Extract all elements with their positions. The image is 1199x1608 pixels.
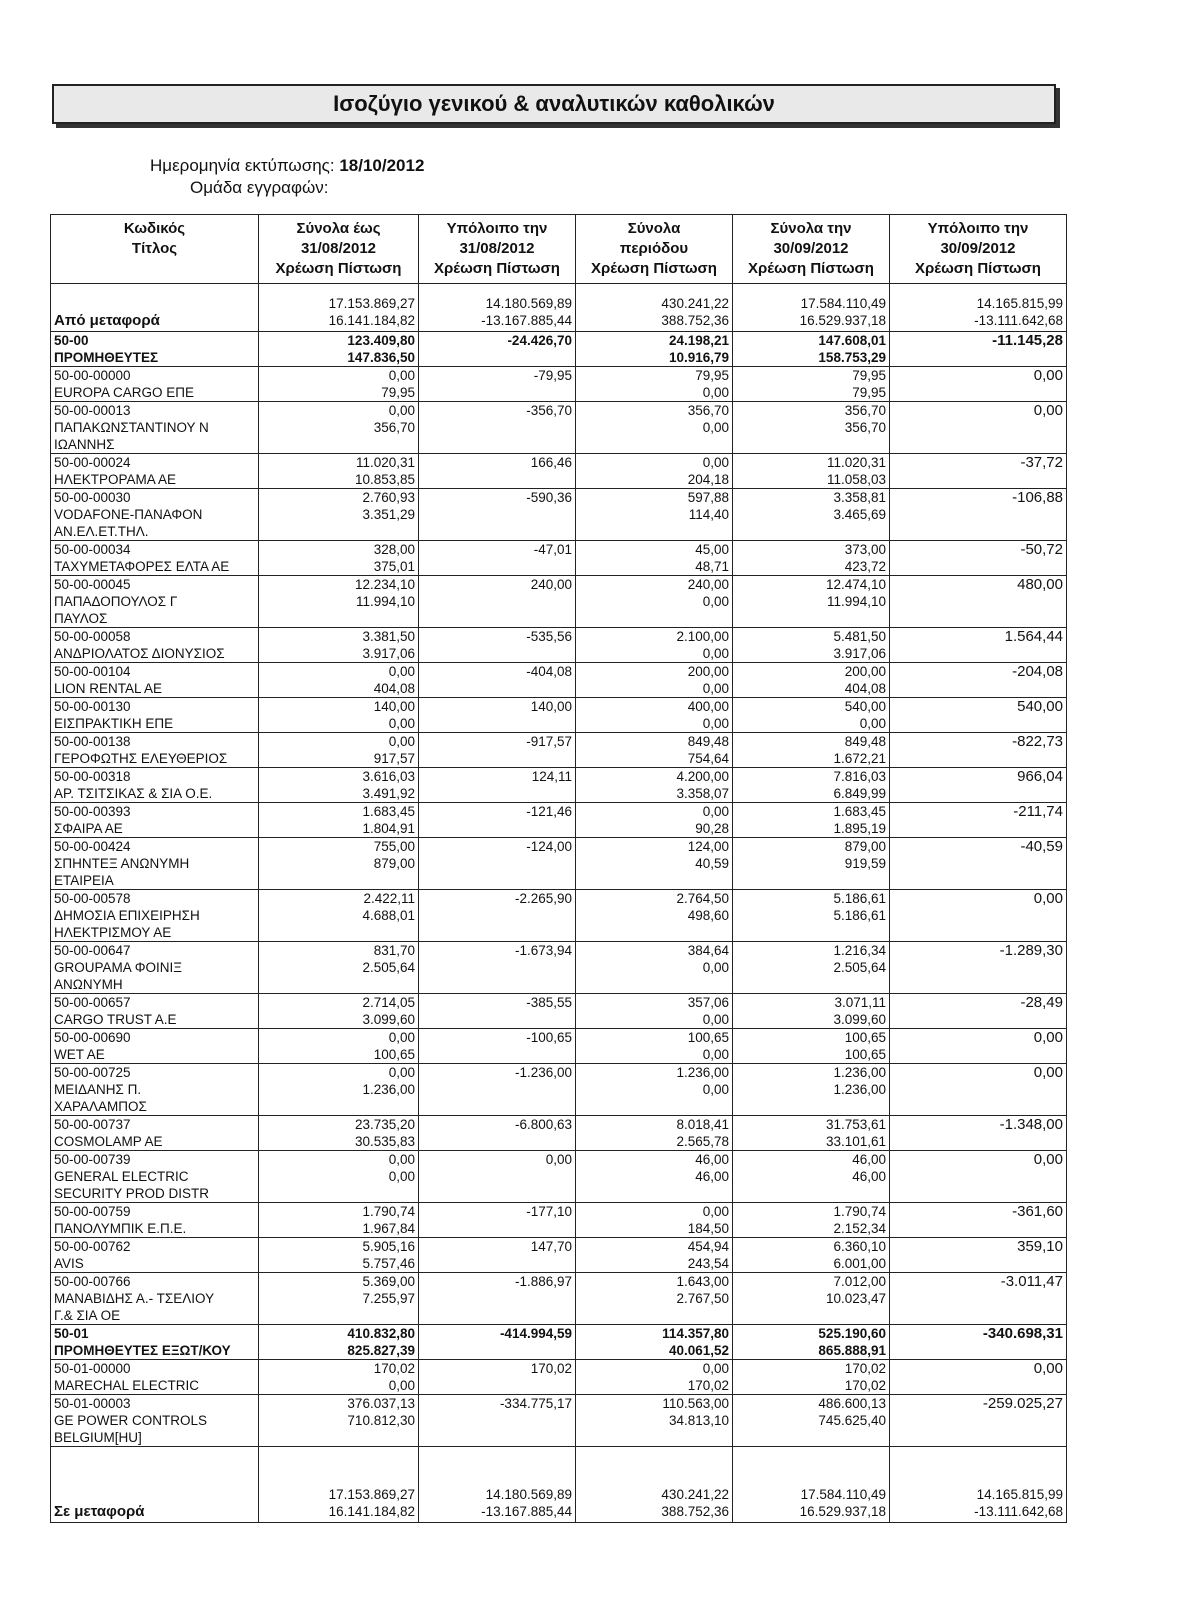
account-value-c1: 0,00 404,08 — [259, 663, 419, 698]
account-value-c3: 45,00 48,71 — [576, 541, 733, 576]
carried-forward-label: Σε μεταφορά — [51, 1447, 259, 1523]
account-value-c1: 328,00 375,01 — [259, 541, 419, 576]
account-value-c4: 12.474,10 11.994,10 — [733, 576, 890, 628]
account-value-c2: -1.673,94 — [419, 942, 576, 994]
account-value-c5: -3.011,47 — [890, 1273, 1067, 1325]
account-value-c2: -79,95 — [419, 367, 576, 402]
account-row — [51, 1238, 1067, 1273]
account-value-c4: 1.236,00 1.236,00 — [733, 1064, 890, 1116]
account-value-c4: 540,00 0,00 — [733, 698, 890, 733]
account-row — [51, 1029, 1067, 1064]
account-code-title: 50-00-00690 WET AE — [51, 1029, 259, 1064]
account-value-c5: 0,00 — [890, 1151, 1067, 1203]
account-row — [51, 890, 1067, 942]
account-value-c5: -211,74 — [890, 803, 1067, 838]
account-row — [51, 576, 1067, 628]
brought-forward-row — [51, 284, 1067, 332]
account-code-title: 50-00-00759 ΠΑΝΟΛΥΜΠΙΚ Ε.Π.Ε. — [51, 1203, 259, 1238]
account-value-c2: -124,00 — [419, 838, 576, 890]
account-row — [51, 1395, 1067, 1447]
print-date-label: Ημερομηνία εκτύπωσης: — [150, 156, 335, 175]
account-value-c3: 0,00 204,18 — [576, 454, 733, 489]
account-row — [51, 1064, 1067, 1116]
account-value-c4: 31.753,61 33.101,61 — [733, 1116, 890, 1151]
account-value-c3: 0,00 184,50 — [576, 1203, 733, 1238]
account-value-c1: 140,00 0,00 — [259, 698, 419, 733]
account-value-c2: 240,00 — [419, 576, 576, 628]
account-value-c3: 1.643,00 2.767,50 — [576, 1273, 733, 1325]
account-value-c2: -47,01 — [419, 541, 576, 576]
account-value-c5: 966,04 — [890, 768, 1067, 803]
account-code-title: 50-00-00737 COSMOLAMP AE — [51, 1116, 259, 1151]
header-col4-sub: Χρέωση Πίστωση — [748, 260, 874, 277]
account-value-c4: 6.360,10 6.001,00 — [733, 1238, 890, 1273]
header-col5 — [890, 215, 1067, 284]
account-value-c4: 1.790,74 2.152,34 — [733, 1203, 890, 1238]
account-value-c2: -334.775,17 — [419, 1395, 576, 1447]
brought-forward-c1: 17.153.869,27 16.141.184,82 — [259, 284, 419, 332]
account-value-c4: 879,00 919,59 — [733, 838, 890, 890]
account-value-c3: 454,94 243,54 — [576, 1238, 733, 1273]
account-row — [51, 628, 1067, 663]
account-value-c1: 2.760,93 3.351,29 — [259, 489, 419, 541]
account-row — [51, 489, 1067, 541]
header-col3-text: Σύνολα περιόδου — [619, 220, 689, 257]
account-code-title: 50-00-00578 ΔΗΜΟΣΙΑ ΕΠΙΧΕΙΡΗΣΗ ΗΛΕΚΤΡΙΣΜΟΥ ΑΕ — [51, 890, 259, 942]
account-value-c5: -259.025,27 — [890, 1395, 1067, 1447]
account-code-title: 50-00-00058 ΑΝΔΡΙΟΛΑΤΟΣ ΔΙΟΝΥΣΙΟΣ — [51, 628, 259, 663]
carried-forward-c1: 17.153.869,27 16.141.184,82 — [259, 1447, 419, 1523]
account-value-c5: -822,73 — [890, 733, 1067, 768]
header-code-title — [51, 215, 259, 284]
account-code-title: 50-00-00024 ΗΛΕΚΤΡΟΡΑΜΑ ΑΕ — [51, 454, 259, 489]
account-value-c5: -1.289,30 — [890, 942, 1067, 994]
carried-forward-c2: 14.180.569,89 -13.167.885,44 — [419, 1447, 576, 1523]
account-value-c2: 166,46 — [419, 454, 576, 489]
account-value-c5: -37,72 — [890, 454, 1067, 489]
account-value-c4: 7.816,03 6.849,99 — [733, 768, 890, 803]
account-group-row — [51, 332, 1067, 367]
entry-group-line — [190, 178, 328, 198]
account-value-c2: 0,00 — [419, 1151, 576, 1203]
account-value-c3: 2.764,50 498,60 — [576, 890, 733, 942]
account-value-c5: -340.698,31 — [890, 1325, 1067, 1360]
account-value-c2: 147,70 — [419, 1238, 576, 1273]
account-value-c1: 755,00 879,00 — [259, 838, 419, 890]
account-value-c5: 359,10 — [890, 1238, 1067, 1273]
account-value-c5: 540,00 — [890, 698, 1067, 733]
account-row — [51, 698, 1067, 733]
account-value-c5: 0,00 — [890, 890, 1067, 942]
account-value-c4: 525.190,60 865.888,91 — [733, 1325, 890, 1360]
carried-forward-c3: 430.241,22 388.752,36 — [576, 1447, 733, 1523]
header-col2-text: Υπόλοιπο την 31/08/2012 — [446, 220, 548, 257]
account-value-c2: -385,55 — [419, 994, 576, 1029]
account-value-c4: 147.608,01 158.753,29 — [733, 332, 890, 367]
account-code-title: 50-00-00013 ΠΑΠΑΚΩΝΣΤΑΝΤΙΝΟΥ Ν ΙΩΑΝΝΗΣ — [51, 402, 259, 454]
account-value-c2: -121,46 — [419, 803, 576, 838]
brought-forward-c5: 14.165.815,99 -13.111.642,68 — [890, 284, 1067, 332]
account-value-c3: 597,88 114,40 — [576, 489, 733, 541]
account-value-c1: 23.735,20 30.535,83 — [259, 1116, 419, 1151]
account-value-c1: 831,70 2.505,64 — [259, 942, 419, 994]
account-row — [51, 663, 1067, 698]
account-value-c4: 79,95 79,95 — [733, 367, 890, 402]
report-title-text: Ισοζύγιο γενικού & αναλυτικών καθολικών — [333, 91, 775, 116]
account-row — [51, 994, 1067, 1029]
report-title — [52, 84, 1056, 124]
account-value-c2: 124,11 — [419, 768, 576, 803]
account-value-c1: 3.381,50 3.917,06 — [259, 628, 419, 663]
account-value-c4: 849,48 1.672,21 — [733, 733, 890, 768]
header-col4-text: Σύνολα την 30/09/2012 — [770, 220, 852, 257]
account-value-c3: 240,00 0,00 — [576, 576, 733, 628]
account-value-c3: 110.563,00 34.813,10 — [576, 1395, 733, 1447]
header-code-text: Κωδικός Τίτλος — [123, 220, 186, 257]
account-code-title: 50-00-00104 LION RENTAL AE — [51, 663, 259, 698]
account-value-c3: 79,95 0,00 — [576, 367, 733, 402]
account-row — [51, 803, 1067, 838]
account-row — [51, 768, 1067, 803]
account-code-title: 50-00-00034 ΤΑΧΥΜΕΤΑΦΟΡΕΣ ΕΛΤΑ ΑΕ — [51, 541, 259, 576]
account-code-title: 50-00-00725 ΜΕΙΔΑΝΗΣ Π. ΧΑΡΑΛΑΜΠΟΣ — [51, 1064, 259, 1116]
account-code-title: 50-00-00130 ΕΙΣΠΡΑΚΤΙΚΗ ΕΠΕ — [51, 698, 259, 733]
account-value-c5: 0,00 — [890, 1029, 1067, 1064]
account-value-c1: 3.616,03 3.491,92 — [259, 768, 419, 803]
header-col3-sub: Χρέωση Πίστωση — [591, 260, 717, 277]
account-value-c5: -204,08 — [890, 663, 1067, 698]
account-value-c1: 410.832,80 825.827,39 — [259, 1325, 419, 1360]
account-value-c3: 1.236,00 0,00 — [576, 1064, 733, 1116]
account-value-c5: 0,00 — [890, 367, 1067, 402]
account-code-title: 50-00-00393 ΣΦΑΙΡΑ ΑΕ — [51, 803, 259, 838]
account-group-row — [51, 1325, 1067, 1360]
account-value-c1: 2.714,05 3.099,60 — [259, 994, 419, 1029]
account-value-c3: 0,00 170,02 — [576, 1360, 733, 1395]
account-value-c4: 486.600,13 745.625,40 — [733, 1395, 890, 1447]
account-value-c3: 0,00 90,28 — [576, 803, 733, 838]
account-value-c2: -24.426,70 — [419, 332, 576, 367]
account-code-title: 50-01 ΠΡΟΜΗΘΕΥΤΕΣ ΕΞΩΤ/ΚΟΥ — [51, 1325, 259, 1360]
account-value-c5: -361,60 — [890, 1203, 1067, 1238]
account-value-c3: 114.357,80 40.061,52 — [576, 1325, 733, 1360]
account-value-c2: 140,00 — [419, 698, 576, 733]
header-col4 — [733, 215, 890, 284]
header-col5-sub: Χρέωση Πίστωση — [915, 260, 1041, 277]
trial-balance-table — [50, 214, 1067, 1523]
account-row — [51, 942, 1067, 994]
account-value-c4: 1.683,45 1.895,19 — [733, 803, 890, 838]
account-value-c4: 5.481,50 3.917,06 — [733, 628, 890, 663]
account-value-c2: 170,02 — [419, 1360, 576, 1395]
account-value-c2: -2.265,90 — [419, 890, 576, 942]
account-value-c2: -590,36 — [419, 489, 576, 541]
account-code-title: 50-01-00000 MARECHAL ELECTRIC — [51, 1360, 259, 1395]
header-col1-text: Σύνολα έως 31/08/2012 — [296, 220, 381, 257]
account-row — [51, 402, 1067, 454]
header-col1 — [259, 215, 419, 284]
header-col2-sub: Χρέωση Πίστωση — [434, 260, 560, 277]
account-value-c5: -1.348,00 — [890, 1116, 1067, 1151]
account-value-c4: 5.186,61 5.186,61 — [733, 890, 890, 942]
account-code-title: 50-00-00424 ΣΠΗΝΤΕΞ ΑΝΩΝΥΜΗ ΕΤΑΙΡΕΙΑ — [51, 838, 259, 890]
account-value-c1: 376.037,13 710.812,30 — [259, 1395, 419, 1447]
account-value-c2: -177,10 — [419, 1203, 576, 1238]
brought-forward-c3: 430.241,22 388.752,36 — [576, 284, 733, 332]
account-value-c2: -6.800,63 — [419, 1116, 576, 1151]
account-row — [51, 1151, 1067, 1203]
account-value-c4: 1.216,34 2.505,64 — [733, 942, 890, 994]
account-value-c1: 5.905,16 5.757,46 — [259, 1238, 419, 1273]
account-value-c3: 357,06 0,00 — [576, 994, 733, 1029]
account-value-c1: 0,00 1.236,00 — [259, 1064, 419, 1116]
account-value-c3: 100,65 0,00 — [576, 1029, 733, 1064]
account-code-title: 50-00-00762 AVIS — [51, 1238, 259, 1273]
account-row — [51, 838, 1067, 890]
account-code-title: 50-00-00739 GENERAL ELECTRIC SECURITY PROD DISTR — [51, 1151, 259, 1203]
header-col5-text: Υπόλοιπο την 30/09/2012 — [927, 220, 1029, 257]
account-value-c2: -356,70 — [419, 402, 576, 454]
account-code-title: 50-00-00766 ΜΑΝΑΒΙΔΗΣ Α.- ΤΣΕΛΙΟΥ Γ.& ΣΙΑ ΟΕ — [51, 1273, 259, 1325]
account-value-c5: -40,59 — [890, 838, 1067, 890]
account-code-title: 50-00-00045 ΠΑΠΑΔΟΠΟΥΛΟΣ Γ ΠΑΥΛΟΣ — [51, 576, 259, 628]
account-value-c1: 12.234,10 11.994,10 — [259, 576, 419, 628]
carried-forward-row — [51, 1447, 1067, 1523]
header-col3 — [576, 215, 733, 284]
account-value-c1: 170,02 0,00 — [259, 1360, 419, 1395]
account-value-c3: 400,00 0,00 — [576, 698, 733, 733]
account-value-c5: -106,88 — [890, 489, 1067, 541]
account-value-c4: 7.012,00 10.023,47 — [733, 1273, 890, 1325]
account-value-c1: 123.409,80 147.836,50 — [259, 332, 419, 367]
account-value-c2: -100,65 — [419, 1029, 576, 1064]
account-value-c1: 0,00 356,70 — [259, 402, 419, 454]
account-value-c3: 24.198,21 10.916,79 — [576, 332, 733, 367]
account-code-title: 50-00 ΠΡΟΜΗΘΕΥΤΕΣ — [51, 332, 259, 367]
account-code-title: 50-00-00030 VODAFONE-ΠΑΝΑΦΟΝ ΑΝ.ΕΛ.ΕΤ.ΤΗΛ. — [51, 489, 259, 541]
account-value-c5: 1.564,44 — [890, 628, 1067, 663]
account-row — [51, 1360, 1067, 1395]
account-value-c5: -50,72 — [890, 541, 1067, 576]
account-row — [51, 733, 1067, 768]
account-value-c5: 0,00 — [890, 402, 1067, 454]
account-value-c5: -11.145,28 — [890, 332, 1067, 367]
account-row — [51, 1273, 1067, 1325]
account-value-c4: 3.071,11 3.099,60 — [733, 994, 890, 1029]
account-value-c2: -414.994,59 — [419, 1325, 576, 1360]
brought-forward-label: Από μεταφορά — [51, 284, 259, 332]
account-code-title: 50-00-00000 EUROPA CARGO ΕΠΕ — [51, 367, 259, 402]
account-value-c3: 200,00 0,00 — [576, 663, 733, 698]
account-code-title: 50-00-00647 GROUPAMA ΦΟΙΝΙΞ ΑΝΩΝΥΜΗ — [51, 942, 259, 994]
account-value-c4: 373,00 423,72 — [733, 541, 890, 576]
account-value-c1: 1.790,74 1.967,84 — [259, 1203, 419, 1238]
brought-forward-c4: 17.584.110,49 16.529.937,18 — [733, 284, 890, 332]
account-value-c3: 124,00 40,59 — [576, 838, 733, 890]
account-code-title: 50-00-00318 ΑΡ. ΤΣΙΤΣΙΚΑΣ & ΣΙΑ Ο.Ε. — [51, 768, 259, 803]
account-value-c2: -404,08 — [419, 663, 576, 698]
account-value-c5: 480,00 — [890, 576, 1067, 628]
account-row — [51, 1203, 1067, 1238]
account-value-c5: 0,00 — [890, 1360, 1067, 1395]
header-col1-sub: Χρέωση Πίστωση — [275, 260, 402, 277]
account-value-c3: 2.100,00 0,00 — [576, 628, 733, 663]
account-value-c1: 1.683,45 1.804,91 — [259, 803, 419, 838]
account-row — [51, 1116, 1067, 1151]
account-value-c1: 11.020,31 10.853,85 — [259, 454, 419, 489]
account-value-c1: 0,00 917,57 — [259, 733, 419, 768]
account-value-c2: -1.236,00 — [419, 1064, 576, 1116]
account-value-c4: 100,65 100,65 — [733, 1029, 890, 1064]
account-value-c3: 384,64 0,00 — [576, 942, 733, 994]
print-date-value: 18/10/2012 — [339, 156, 425, 175]
account-value-c2: -535,56 — [419, 628, 576, 663]
account-value-c4: 170,02 170,02 — [733, 1360, 890, 1395]
account-value-c3: 8.018,41 2.565,78 — [576, 1116, 733, 1151]
account-value-c4: 46,00 46,00 — [733, 1151, 890, 1203]
account-code-title: 50-00-00657 CARGO TRUST A.E — [51, 994, 259, 1029]
account-code-title: 50-01-00003 GE POWER CONTROLS BELGIUM[HU] — [51, 1395, 259, 1447]
entry-group-label: Ομάδα εγγραφών: — [190, 178, 329, 197]
account-value-c5: -28,49 — [890, 994, 1067, 1029]
header-col2 — [419, 215, 576, 284]
carried-forward-c4: 17.584.110,49 16.529.937,18 — [733, 1447, 890, 1523]
account-row — [51, 367, 1067, 402]
brought-forward-c2: 14.180.569,89 -13.167.885,44 — [419, 284, 576, 332]
account-value-c1: 0,00 0,00 — [259, 1151, 419, 1203]
account-value-c3: 46,00 46,00 — [576, 1151, 733, 1203]
account-value-c1: 0,00 100,65 — [259, 1029, 419, 1064]
carried-forward-c5: 14.165.815,99 -13.111.642,68 — [890, 1447, 1067, 1523]
account-row — [51, 541, 1067, 576]
account-value-c4: 356,70 356,70 — [733, 402, 890, 454]
account-value-c4: 3.358,81 3.465,69 — [733, 489, 890, 541]
account-row — [51, 454, 1067, 489]
account-code-title: 50-00-00138 ΓΕΡΟΦΩΤΗΣ ΕΛΕΥΘΕΡΙΟΣ — [51, 733, 259, 768]
account-value-c3: 4.200,00 3.358,07 — [576, 768, 733, 803]
account-value-c4: 200,00 404,08 — [733, 663, 890, 698]
account-value-c3: 356,70 0,00 — [576, 402, 733, 454]
print-date-line — [150, 156, 424, 176]
account-value-c5: 0,00 — [890, 1064, 1067, 1116]
account-value-c2: -1.886,97 — [419, 1273, 576, 1325]
account-value-c3: 849,48 754,64 — [576, 733, 733, 768]
account-value-c1: 2.422,11 4.688,01 — [259, 890, 419, 942]
account-value-c1: 5.369,00 7.255,97 — [259, 1273, 419, 1325]
account-value-c4: 11.020,31 11.058,03 — [733, 454, 890, 489]
account-value-c1: 0,00 79,95 — [259, 367, 419, 402]
account-value-c2: -917,57 — [419, 733, 576, 768]
table-header-row — [51, 215, 1067, 284]
